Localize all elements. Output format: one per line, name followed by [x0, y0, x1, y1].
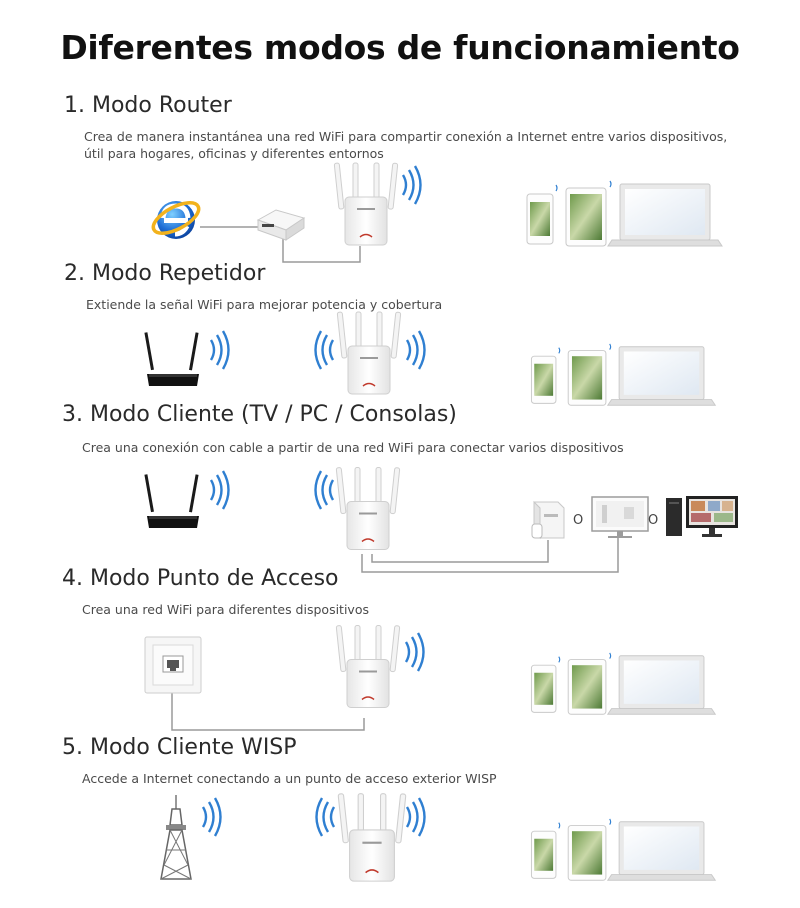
wifi-waves-icon — [403, 632, 427, 672]
mode-2-title: 2. Modo Repetidor — [64, 261, 266, 286]
mode-2-desc-line-1: Extiende la señal WiFi para mejorar potencia y cobertura — [86, 297, 443, 312]
mode-1-title: 1. Modo Router — [64, 93, 232, 118]
mode-5-desc-line-1: Accede a Internet conectando a un punto de acceso exterior WISP — [82, 771, 497, 786]
mode-1-desc-line-2: útil para hogares, oficinas y diferentes entornos — [84, 146, 384, 161]
separator-label: O — [648, 513, 659, 528]
smartphone-icon — [531, 665, 556, 712]
smartphone-icon — [531, 831, 556, 878]
laptop-icon — [608, 822, 715, 880]
devices-group — [526, 652, 716, 718]
tablet-icon — [568, 826, 606, 881]
mode-4-title: 4. Modo Punto de Acceso — [62, 566, 339, 591]
wifi-waves-icon — [313, 797, 337, 837]
mode-3-desc-line-1: Crea una conexión con cable a partir de una red WiFi para conectar varios dispositivos — [82, 440, 624, 455]
transmission-tower-icon — [158, 795, 194, 881]
mode-5-title: 5. Modo Cliente WISP — [62, 735, 297, 760]
wifi-waves-icon — [404, 797, 428, 837]
mode-4-desc-line-1: Crea una red WiFi para diferentes dispositivos — [82, 602, 369, 617]
ethernet-wall-socket-icon — [144, 636, 202, 694]
wifi-waves-icon — [200, 797, 224, 837]
mode-5-description — [82, 770, 497, 787]
laptop-icon — [608, 656, 715, 714]
separator-label: O — [573, 513, 584, 528]
mode-1-desc-line-1: Crea de manera instantánea una red WiFi para compartir conexión a Internet entre varios dispositivos, — [84, 129, 728, 144]
tablet-icon — [568, 660, 606, 715]
mode-3-title: 3. Modo Cliente (TV / PC / Consolas) — [62, 402, 457, 427]
wifi-repeater-icon — [338, 622, 398, 714]
page-title: Diferentes modos de funcionamiento — [60, 28, 740, 67]
devices-group — [526, 818, 716, 884]
wifi-repeater-icon — [340, 792, 404, 886]
